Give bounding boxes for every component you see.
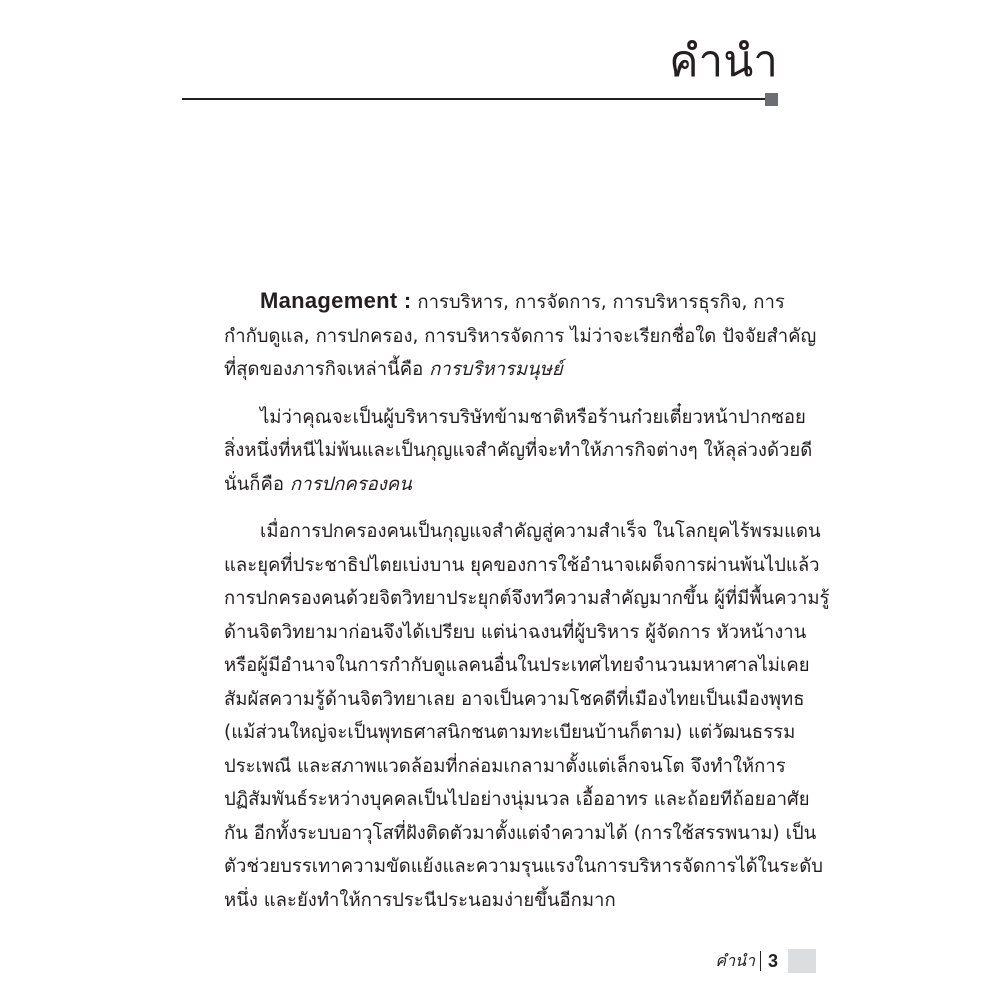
term-management: Management : (260, 288, 412, 313)
text-line: และยุคที่ประชาธิปไตยเบ่งบาน ยุคของการใช้อำนาจเผด็จการผ่านพ้นไปแล้ว (224, 554, 820, 576)
text-line (224, 468, 780, 502)
text-line: (แม้ส่วนใหญ่จะเป็นพุทธศาสนิกชนตามทะเบียนบ้านก็ตาม) แต่วัฒนธรรม (224, 722, 796, 743)
text-line: ประเพณี และสภาพแวดล้อมที่กล่อมเกลามาตั้งแต่เล็กจนโต จึงทำให้การ (224, 755, 786, 777)
page-footer (0, 946, 1000, 976)
text-line: สัมผัสความรู้ด้านจิตวิทยาเลย อาจเป็นความโชคดีที่เมืองไทยเป็นเมืองพุทธ (224, 688, 805, 710)
text-line: กัน อีกทั้งระบบอาวุโสที่ฝังติดตัวมาตั้งแต่จำความได้ (การใช้สรรพนาม) เป็น (224, 822, 817, 844)
footer-tab-marker (788, 949, 816, 973)
text-line: สิ่งหนึ่งที่หนีไม่พ้นและเป็นกุญแจสำคัญที่จะทำให้ภารกิจต่างๆ ให้ลุล่วงด้วยดี (224, 440, 813, 461)
footer-section-label: คำนำ (715, 951, 755, 970)
line-text: ที่สุดของภารกิจเหล่านี้คือ (224, 359, 430, 380)
italic-emphasis: การปกครองคน (289, 473, 412, 495)
paragraph-2 (224, 401, 813, 502)
page-title: คำนำ (669, 36, 778, 87)
text-line: กำกับดูแล, การปกครอง, การบริหารจัดการ ไม่ว่าจะเรียกชื่อใด ปัจจัยสำคัญ (224, 325, 817, 347)
text-line: หรือผู้มีอำนาจในการกำกับดูแลคนอื่นในประเทศไทยจำนวนมหาศาลไม่เคย (224, 655, 810, 676)
header-square-marker (765, 93, 778, 106)
paragraph-3 (224, 515, 830, 917)
text-line (224, 353, 780, 387)
paragraph-1 (224, 284, 817, 387)
text-line: ปฏิสัมพันธ์ระหว่างบุคคลเป็นไปอย่างนุ่มนวล เอื้ออาทร และถ้อยทีถ้อยอาศัย (224, 789, 810, 810)
body-text (224, 284, 830, 931)
text-line (224, 284, 785, 320)
header-rule (182, 98, 765, 100)
page-number: 3 (768, 951, 779, 971)
text-line: ด้านจิตวิทยามาก่อนจึงได้เปรียบ แต่น่าฉงนที่ผู้บริหาร ผู้จัดการ หัวหน้างาน (224, 621, 807, 643)
footer-separator (760, 951, 761, 971)
text-line: เมื่อการปกครองคนเป็นกุญแจสำคัญสู่ความสำเร็จ ในโลกยุคไร้พรมแดน (260, 521, 821, 542)
italic-emphasis: การบริหารมนุษย์ (429, 359, 563, 380)
text-line: การปกครองคนด้วยจิตวิทยาประยุกต์จึงทวีความสำคัญมากขึ้น ผู้ที่มีพื้นความรู้ (224, 588, 830, 609)
line-text: การบริหาร, การจัดการ, การบริหารธุรกิจ, การ (411, 292, 785, 313)
text-line: ไม่ว่าคุณจะเป็นผู้บริหารบริษัทข้ามชาติหรือร้านก๋วยเตี๋ยวหน้าปากซอย (260, 406, 806, 428)
text-line: ตัวช่วยบรรเทาความขัดแย้งและความรุนแรงในการบริหารจัดการได้ในระดับ (224, 856, 823, 877)
line-text: นั่นก็คือ (224, 473, 290, 495)
text-line: หนึ่ง และยังทำให้การประนีประนอมง่ายขึ้นอีกมาก (224, 889, 616, 911)
